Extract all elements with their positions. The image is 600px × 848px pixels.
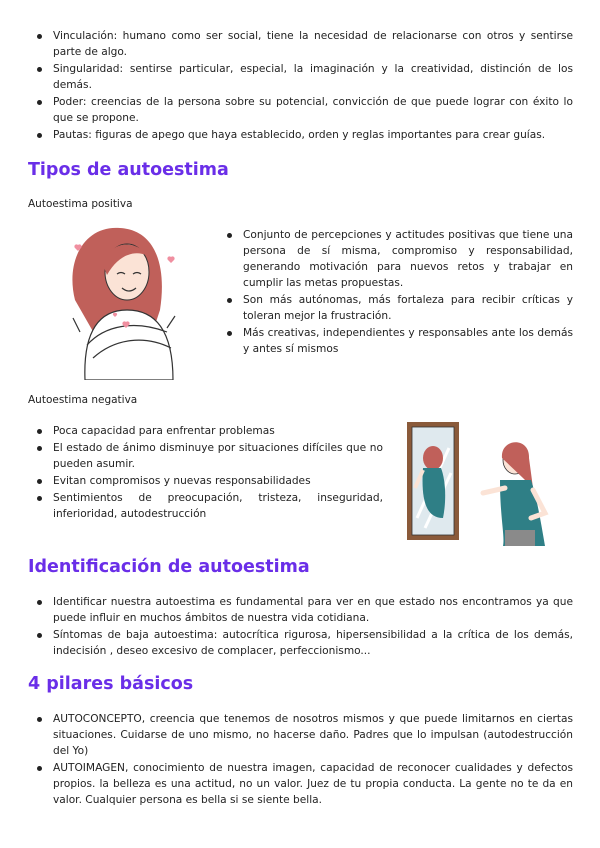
positiva-section bbox=[218, 227, 573, 358]
negativa-list bbox=[28, 423, 383, 522]
positiva-list bbox=[218, 227, 573, 357]
list-item: Son más autónomas, más fortaleza para recibir críticas y toleran mejor la frustración. bbox=[218, 292, 573, 324]
negativa-section bbox=[28, 423, 383, 523]
list-item: AUTOCONCEPTO, creencia que tenemos de nosotros mismos y que puede limitarnos en ciertas situaciones. Cuidarse de uno mismo, no hacerse daño. Padres que lo impulsan (autodestrucción del Yo) bbox=[28, 711, 573, 759]
list-item: Identificar nuestra autoestima es fundamental para ver en que estado nos encontramos ya que puede influir en muchos ámbitos de nuestra vida cotidiana. bbox=[28, 594, 573, 626]
positiva-label: Autoestima positiva bbox=[28, 198, 133, 210]
list-item: Pautas: figuras de apego que haya establecido, orden y reglas importantes para crear guías. bbox=[28, 127, 573, 143]
identificacion-heading: Identificación de autoestima bbox=[28, 557, 310, 577]
list-item: Más creativas, independientes y responsables ante los demás y antes sí mismos bbox=[218, 325, 573, 357]
negativa-label: Autoestima negativa bbox=[28, 394, 138, 406]
list-item: AUTOIMAGEN, conocimiento de nuestra imagen, capacidad de reconocer cualidades y defectos propios. la belleza es una actitud, no un valor. Juez de tu propia conducta. La gente no te da en valor. Cualquier persona es bella si se siente bella. bbox=[28, 760, 573, 808]
list-item: Vinculación: humano como ser social, tiene la necesidad de relacionarse con otros y sentirse parte de algo. bbox=[28, 28, 573, 60]
tipos-heading: Tipos de autoestima bbox=[28, 160, 229, 180]
list-item: Conjunto de percepciones y actitudes positivas que tiene una persona de sí misma, compromiso y responsabilidad, generando motivación para nuevos retos y trabajar en cumplir las metas propuestas. bbox=[218, 227, 573, 291]
identificacion-list bbox=[28, 594, 573, 659]
intro-section bbox=[28, 28, 573, 144]
pilares-heading: 4 pilares básicos bbox=[28, 674, 194, 694]
mirror-illustration bbox=[405, 418, 555, 546]
list-item: Singularidad: sentirse particular, especial, la imaginación y la creatividad, distinción de los demás. bbox=[28, 61, 573, 93]
intro-list bbox=[28, 28, 573, 143]
list-item: Sentimientos de preocupación, tristeza, inseguridad, inferioridad, autodestrucción bbox=[28, 490, 383, 522]
list-item: Poca capacidad para enfrentar problemas bbox=[28, 423, 383, 439]
identificacion-section bbox=[28, 594, 573, 660]
self-hug-illustration bbox=[55, 220, 190, 380]
list-item: Poder: creencias de la persona sobre su potencial, convicción de que puede lograr con éxito lo que se propone. bbox=[28, 94, 573, 126]
pilares-list bbox=[28, 711, 573, 808]
list-item: Síntomas de baja autoestima: autocrítica rigurosa, hipersensibilidad a la crítica de los demás, indecisión , deseo excesivo de complacer, perfeccionismo... bbox=[28, 627, 573, 659]
list-item: El estado de ánimo disminuye por situaciones difíciles que no pueden asumir. bbox=[28, 440, 383, 472]
list-item: Evitan compromisos y nuevas responsabilidades bbox=[28, 473, 383, 489]
pilares-section bbox=[28, 711, 573, 809]
